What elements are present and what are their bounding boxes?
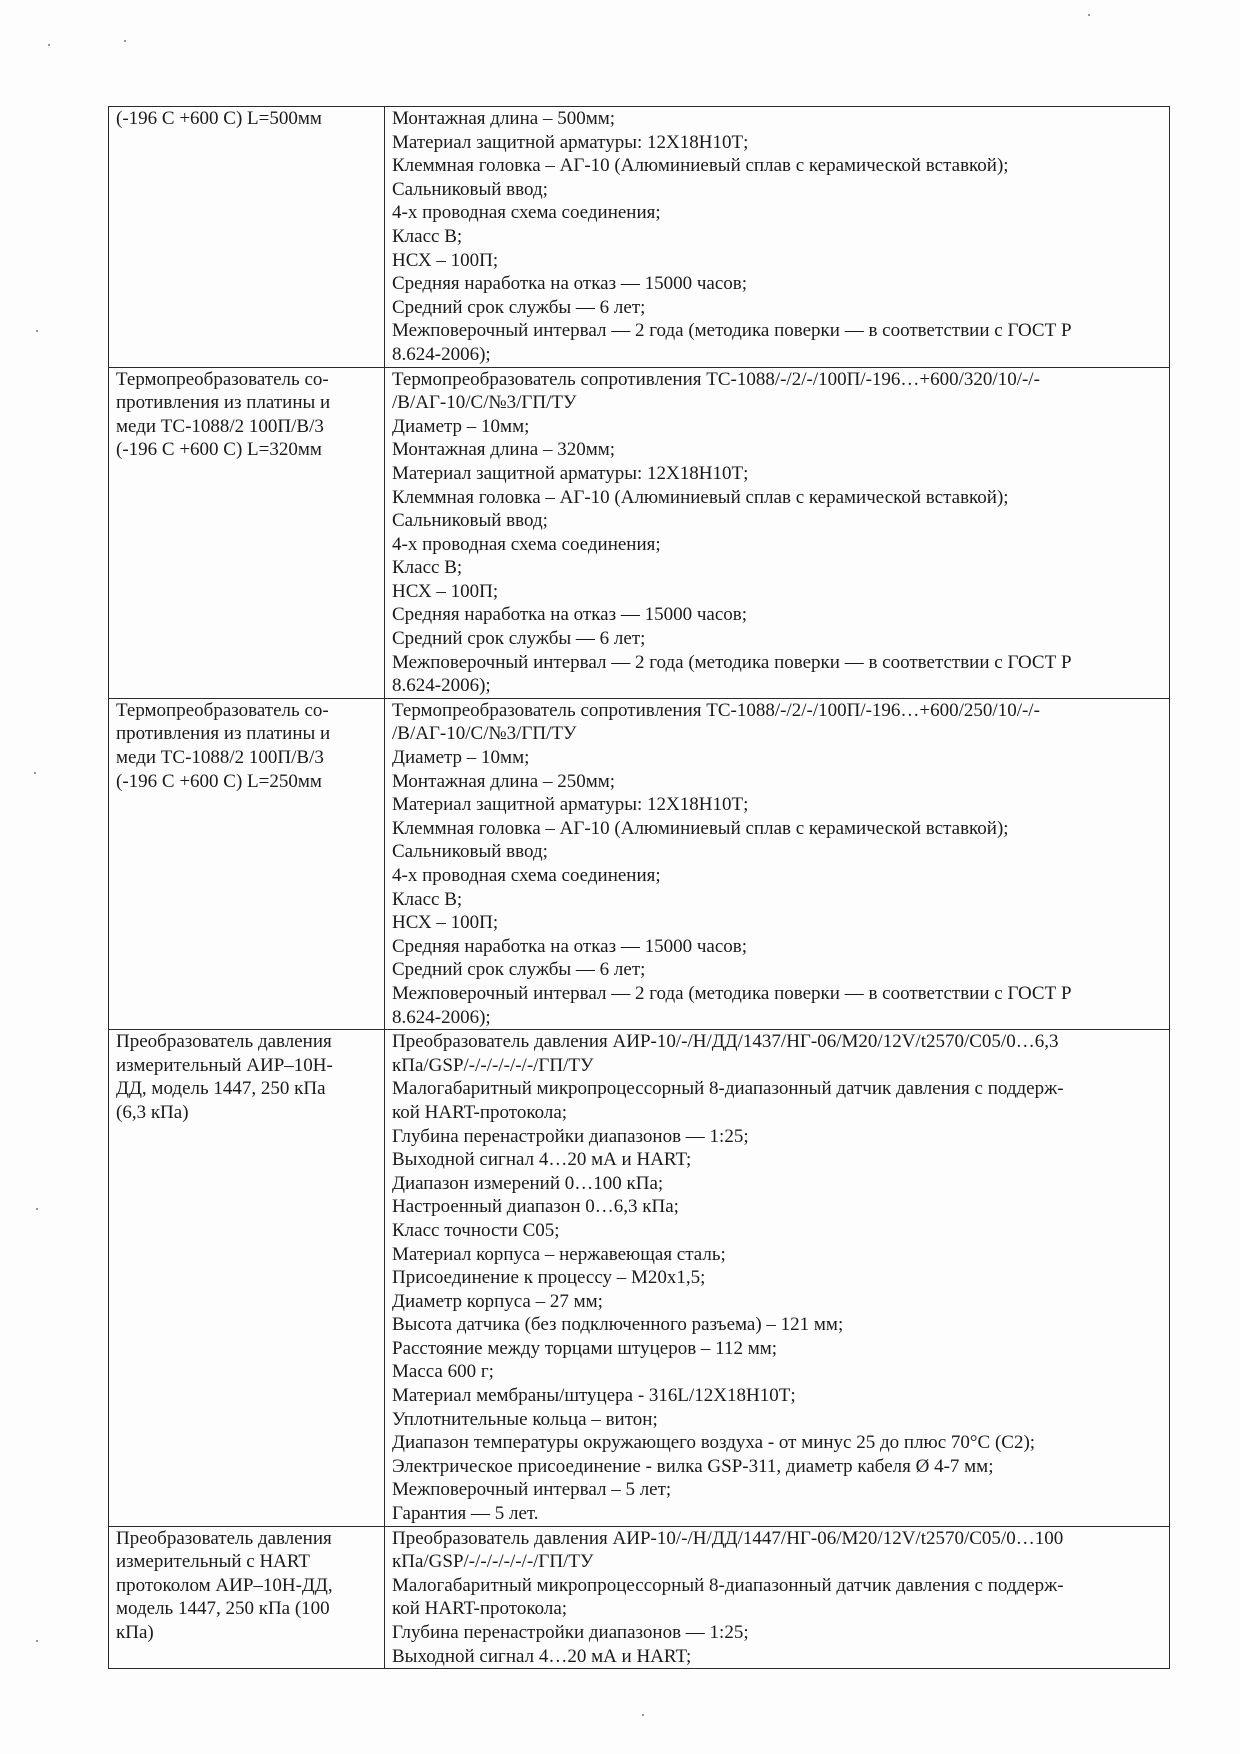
- item-name-line: измерительный АИР–10Н-: [116, 1054, 333, 1076]
- spec-line: Межповерочный интервал — 2 года (методика поверки — в соответствии с ГОСТ Р: [392, 982, 1072, 1004]
- spec-line: Диаметр корпуса – 27 мм;: [392, 1290, 603, 1312]
- spec-line: Материал защитной арматуры: 12Х18Н10Т;: [392, 794, 749, 816]
- item-spec-cell: [385, 698, 1170, 1029]
- item-name-line: противления из платины и: [116, 392, 331, 414]
- spec-line: Сальниковый ввод;: [392, 178, 548, 200]
- scan-speck: [34, 772, 36, 774]
- spec-line: Гарантия — 5 лет.: [392, 1503, 539, 1525]
- table-row: [109, 367, 1170, 698]
- spec-line: Средняя наработка на отказ — 15000 часов;: [392, 273, 748, 295]
- item-name-line: ДД, модель 1447, 250 кПа: [116, 1078, 326, 1100]
- table-row: [109, 698, 1170, 1029]
- item-name-line: модель 1447, 250 кПа (100: [116, 1598, 330, 1620]
- spec-line: Масса 600 г;: [392, 1361, 494, 1383]
- item-spec-cell: [385, 367, 1170, 698]
- item-spec-cell: [385, 1030, 1170, 1526]
- item-name-line: (6,3 кПа): [116, 1101, 189, 1123]
- spec-line: Клеммная головка – АГ-10 (Алюминиевый сплав с керамической вставкой);: [392, 486, 1009, 508]
- item-name-line: противления из платины и: [116, 723, 331, 745]
- spec-line: Высота датчика (без подключенного разъема) – 121 мм;: [392, 1314, 844, 1336]
- item-name-line: Термопреобразователь со-: [116, 368, 329, 390]
- scan-speck: [124, 40, 126, 42]
- spec-line: Средний срок службы — 6 лет;: [392, 959, 646, 981]
- spec-line: /В/АГ-10/С/№3/ГП/ТУ: [392, 723, 577, 745]
- spec-line: Материал корпуса – нержавеющая сталь;: [392, 1243, 726, 1265]
- item-name-cell: [109, 1030, 385, 1526]
- spec-line: 8.624-2006);: [392, 343, 491, 365]
- item-name-line: (-196 С +600 С) L=500мм: [116, 108, 322, 129]
- item-name-line: меди ТС-1088/2 100П/В/3: [116, 415, 324, 437]
- spec-line: Средний срок службы — 6 лет;: [392, 296, 646, 318]
- item-name-line: (-196 С +600 С) L=250мм: [116, 770, 322, 792]
- spec-line: Присоединение к процессу – М20х1,5;: [392, 1267, 706, 1289]
- spec-line: НСХ – 100П;: [392, 580, 499, 602]
- item-name-line: измерительный с HART: [116, 1551, 311, 1573]
- item-name-cell: [109, 107, 385, 368]
- spec-line: Средняя наработка на отказ — 15000 часов;: [392, 604, 748, 626]
- spec-line: Выходной сигнал 4…20 мА и HART;: [392, 1149, 692, 1171]
- spec-line: Выходной сигнал 4…20 мА и HART;: [392, 1645, 692, 1667]
- item-name-line: меди ТС-1088/2 100П/В/3: [116, 747, 324, 769]
- table-row: [109, 1030, 1170, 1526]
- spec-line: 8.624-2006);: [392, 1006, 491, 1028]
- spec-line: Монтажная длина – 500мм;: [392, 108, 616, 129]
- spec-line: Преобразователь давления АИР-10/-/Н/ДД/1447/НГ-06/М20/12V/t2570/C05/0…100: [392, 1527, 1064, 1549]
- spec-line: кой HART-протокола;: [392, 1598, 568, 1620]
- spec-line: Малогабаритный микропроцессорный 8-диапазонный датчик давления с поддерж-: [392, 1574, 1064, 1596]
- spec-line: Глубина перенастройки диапазонов — 1:25;: [392, 1125, 749, 1147]
- item-name-line: (-196 С +600 С) L=320мм: [116, 439, 322, 461]
- spec-line: Межповерочный интервал — 2 года (методика поверки — в соответствии с ГОСТ Р: [392, 651, 1072, 673]
- spec-line: Уплотнительные кольца – витон;: [392, 1408, 658, 1430]
- item-spec-cell: [385, 107, 1170, 368]
- spec-line: Класс В;: [392, 888, 463, 910]
- spec-line: Межповерочный интервал – 5 лет;: [392, 1479, 672, 1501]
- scan-speck: [1088, 14, 1090, 16]
- spec-line: 4-х проводная схема соединения;: [392, 865, 661, 886]
- spec-line: Диаметр – 10мм;: [392, 747, 530, 769]
- item-spec-cell: [385, 1526, 1170, 1669]
- spec-line: Расстояние между торцами штуцеров – 112 мм;: [392, 1337, 778, 1359]
- scan-speck: [36, 1640, 38, 1642]
- spec-line: Термопреобразователь сопротивления ТС-1088/-/2/-/100П/-196…+600/250/10/-/-: [392, 699, 1040, 721]
- spec-line: Материал защитной арматуры: 12Х18Н10Т;: [392, 131, 749, 153]
- spec-line: Средний срок службы — 6 лет;: [392, 628, 646, 650]
- spec-line: Термопреобразователь сопротивления ТС-1088/-/2/-/100П/-196…+600/320/10/-/-: [392, 368, 1040, 390]
- spec-line: Монтажная длина – 250мм;: [392, 770, 616, 792]
- spec-line: Электрическое присоединение - вилка GSP-311, диаметр кабеля Ø 4-7 мм;: [392, 1455, 994, 1477]
- item-name-line: Преобразователь давления: [116, 1527, 332, 1549]
- spec-line: Монтажная длина – 320мм;: [392, 439, 616, 461]
- spec-line: Диаметр – 10мм;: [392, 415, 530, 437]
- spec-line: Межповерочный интервал — 2 года (методика поверки — в соответствии с ГОСТ Р: [392, 320, 1072, 342]
- spec-line: Диапазон измерений 0…100 кПа;: [392, 1172, 664, 1194]
- spec-line: /В/АГ-10/С/№3/ГП/ТУ: [392, 392, 577, 414]
- table-row: [109, 107, 1170, 368]
- specification-table: [108, 106, 1170, 1669]
- spec-line: 4-х проводная схема соединения;: [392, 533, 661, 555]
- spec-line: Преобразователь давления АИР-10/-/Н/ДД/1437/НГ-06/М20/12V/t2570/C05/0…6,3: [392, 1031, 1059, 1053]
- spec-line: Сальниковый ввод;: [392, 510, 548, 532]
- item-name-line: Термопреобразователь со-: [116, 699, 329, 721]
- item-name-line: кПа): [116, 1622, 154, 1643]
- spec-line: Малогабаритный микропроцессорный 8-диапазонный датчик давления с поддерж-: [392, 1078, 1064, 1100]
- item-name-line: Преобразователь давления: [116, 1031, 332, 1053]
- spec-line: Класс В;: [392, 225, 463, 247]
- scan-speck: [642, 1714, 644, 1716]
- item-name-cell: [109, 698, 385, 1029]
- spec-line: 8.624-2006);: [392, 675, 491, 697]
- spec-line: Средняя наработка на отказ — 15000 часов;: [392, 935, 748, 957]
- spec-line: Материал защитной арматуры: 12Х18Н10Т;: [392, 462, 749, 484]
- item-name-cell: [109, 1526, 385, 1669]
- spec-line: Клеммная головка – АГ-10 (Алюминиевый сплав с керамической вставкой);: [392, 155, 1009, 177]
- table-row: [109, 1526, 1170, 1669]
- spec-line: Класс В;: [392, 557, 463, 579]
- spec-line: Настроенный диапазон 0…6,3 кПа;: [392, 1196, 679, 1218]
- spec-line: Сальниковый ввод;: [392, 841, 548, 863]
- spec-line: Материал мембраны/штуцера - 316L/12Х18Н10Т;: [392, 1385, 796, 1407]
- spec-line: НСХ – 100П;: [392, 249, 499, 271]
- spec-line: кПа/GSP/-/-/-/-/-/-/ГП/ТУ: [392, 1551, 594, 1573]
- spec-line: НСХ – 100П;: [392, 912, 499, 934]
- spec-line: Глубина перенастройки диапазонов — 1:25;: [392, 1622, 749, 1643]
- spec-line: кой HART-протокола;: [392, 1101, 568, 1123]
- scan-speck: [48, 44, 50, 46]
- scan-speck: [36, 330, 38, 332]
- spec-line: Класс точности С05;: [392, 1219, 560, 1241]
- spec-line: 4-х проводная схема соединения;: [392, 202, 661, 224]
- item-name-cell: [109, 367, 385, 698]
- scan-speck: [36, 1208, 38, 1210]
- spec-line: Диапазон температуры окружающего воздуха - от минус 25 до плюс 70°С (С2);: [392, 1432, 1036, 1454]
- spec-line: Клеммная головка – АГ-10 (Алюминиевый сплав с керамической вставкой);: [392, 817, 1009, 839]
- spec-line: кПа/GSP/-/-/-/-/-/-/ГП/ТУ: [392, 1054, 594, 1076]
- item-name-line: протоколом АИР–10Н-ДД,: [116, 1574, 333, 1596]
